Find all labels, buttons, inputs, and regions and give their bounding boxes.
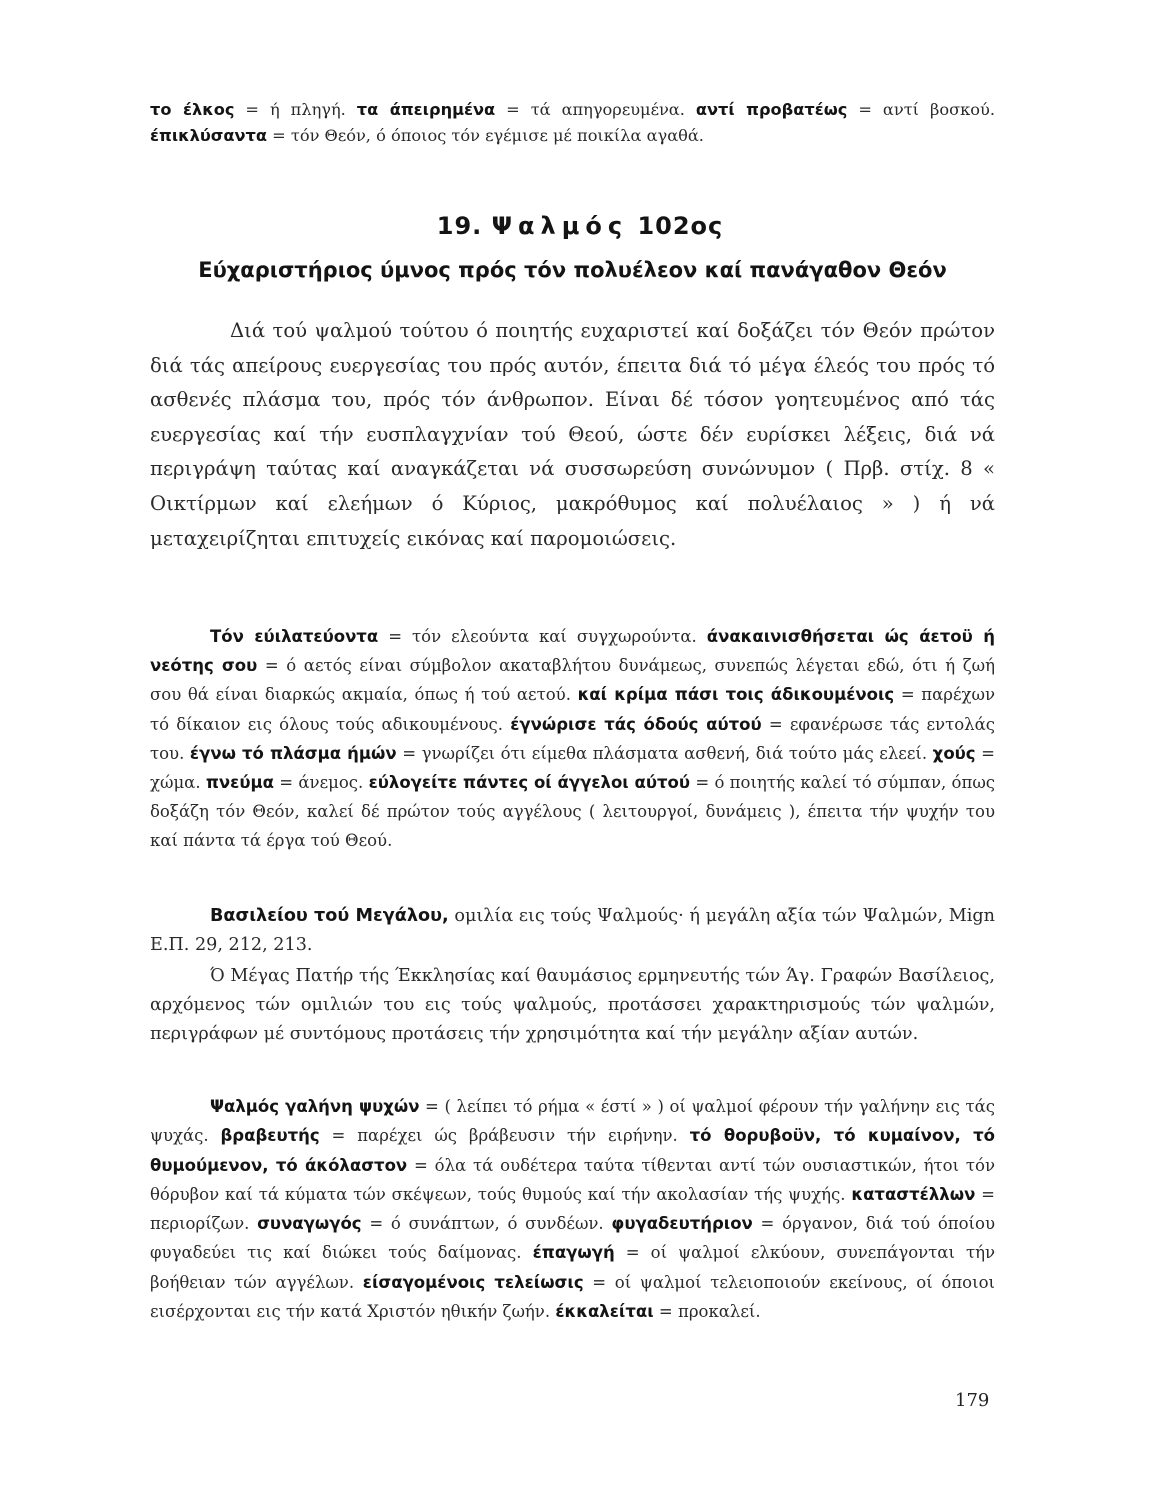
note-term: άνακαινισθήσεται ώς άετοϋ ή νεότης σου	[150, 627, 996, 676]
note-definition: = άνεμος.	[273, 773, 369, 793]
note-term: χούς	[932, 743, 976, 763]
note-term: έγνω τό πλάσμα ήμών	[189, 743, 397, 763]
section-subtitle: Εύχαριστήριος ύμνος πρός τόν πολυέλεον καί πανάγαθον Θεόν	[198, 258, 947, 282]
note-term: βραβευτής	[220, 1126, 320, 1146]
note-definition: = ό αετός είναι σύμβολον ακαταβλήτου δυνάμεως, συνεπώς λέγεται εδώ, ότι ή ζωή σου θά είναι διαρκώς ακμαία, όπως ή τού αετού.	[150, 656, 995, 705]
top-gloss-paragraph	[150, 97, 995, 149]
note-definition: = όλα τά ουδέτερα ταύτα τίθενται αντί τών ουσιαστικών, ήτοι τόν θόρυβον καί τά κύματα τών σκέψεων, τούς θυμούς καί τήν ακολασίαν τής ψυχής.	[150, 1155, 995, 1204]
note-term: πνεύμα	[205, 773, 274, 793]
note-term: εύλογείτε πάντες οί άγγελοι αύτού	[368, 773, 691, 793]
gloss-definition: = τόν Θεόν, ό όποιος τόν εγέμισε μέ ποικίλα αγαθά.	[267, 126, 704, 146]
reference-paragraph	[150, 902, 995, 960]
note-term: καταστέλλων	[851, 1184, 976, 1204]
note-term: τό θορυβοϋν, τό κυμαίνον, τό θυμούμενον, τό άκόλαστον	[150, 1126, 996, 1175]
notes-paragraph-2	[150, 1092, 995, 1326]
gloss-term: αντί προβατέως	[695, 100, 848, 119]
page-number: 179	[955, 1390, 990, 1411]
note-term: έγνώρισε τάς όδούς αύτού	[510, 714, 762, 734]
gloss-definition: = τά απηγορευμένα.	[495, 100, 696, 119]
note-term: Τόν εύιλατεύοντα	[210, 627, 379, 646]
note-definition: = γνωρίζει ότι είμεθα πλάσματα ασθενή, διά τούτο μάς ελεεί.	[396, 743, 933, 763]
reference-text: ομιλία εις τούς Ψαλμούς· ή μεγάλη αξία τών Ψαλμών, Mign Ε.Π. 29, 212, 213.	[150, 906, 995, 955]
note-term: καί κρίμα πάσι τοις άδικουμένοις	[577, 685, 895, 705]
gloss-term: έπικλύσαντα	[150, 126, 268, 146]
intro-block	[150, 314, 995, 556]
note-definition: = παρέχων τό δίκαιον εις όλους τούς αδικουμένους.	[150, 685, 995, 734]
note-term: έπαγωγή	[532, 1243, 615, 1263]
basil-block	[150, 962, 995, 1049]
note-definition: = τόν ελεούντα καί συγχωρούντα.	[378, 627, 707, 646]
section-number: 19.	[436, 212, 483, 240]
notes-block-1	[150, 622, 995, 856]
note-definition: = παρέχει ώς βράβευσιν τήν ειρήνην.	[319, 1126, 690, 1146]
basil-paragraph: Ό Μέγας Πατήρ τής Έκκλησίας καί θαυμάσιος ερμηνευτής τών Άγ. Γραφών Βασίλειος, αρχόμενος τών ομιλιών του εις τούς ψαλμούς, προτάσσει χαρακτηρισμούς τών ψαλμών, περιγράφων μέ συντόμους προτάσεις τήν χρησιμότητα καί τήν μεγάλην αξίαν αυτών.	[150, 966, 995, 1044]
top-gloss-block	[150, 97, 995, 149]
gloss-term: το έλκος	[150, 100, 235, 119]
gloss-term: τα άπειρημένα	[356, 100, 496, 119]
note-definition: = όργανον, διά τού όποίου φυγαδεύει τις καί διώκει τούς δαίμονας.	[150, 1214, 995, 1263]
note-definition: = εφανέρωσε τάς εντολάς του.	[150, 714, 995, 763]
note-term: συναγωγός	[257, 1214, 362, 1234]
note-definition: = ( λείπει τό ρήμα « έστί » ) οί ψαλμοί φέρουν τήν γαλήνην εις τάς ψυχάς.	[150, 1097, 995, 1146]
section-ordinal: 102ος	[637, 212, 724, 240]
reference-author: Βασιλείου τού Μεγάλου,	[210, 906, 449, 926]
note-definition: = προκαλεί.	[653, 1302, 761, 1322]
reference-block	[150, 902, 995, 960]
note-definition: = οί ψαλμοί ελκύουν, συνεπάγονται τήν βοήθειαν τών αγγέλων.	[150, 1243, 996, 1292]
note-term: Ψαλμός γαλήνη ψυχών	[210, 1097, 420, 1116]
note-definition: = ό συνάπτων, ό συνδέων.	[361, 1214, 612, 1234]
note-term: έκκαλείται	[555, 1302, 654, 1322]
note-definition: = οί ψαλμοί τελειοποιούν εκείνους, οί όποιοι εισέρχονται εις τήν κατά Χριστόν ηθικήν ζωήν.	[150, 1272, 995, 1322]
section-word: Ψαλμός	[491, 212, 629, 240]
note-definition: = χώμα.	[150, 743, 995, 793]
gloss-definition: = αντί βοσκού.	[847, 100, 996, 119]
note-term: είσαγομένοις τελείωσις	[362, 1272, 584, 1292]
gloss-definition: = ή πληγή.	[234, 100, 357, 119]
section-title	[0, 212, 1160, 240]
notes-paragraph-1	[150, 622, 995, 856]
note-definition: = ό ποιητής καλεί τό σύμπαν, όπως δοξάζη τόν Θεόν, καλεί δέ πρώτον τούς αγγέλους ( λειτουργοί, δυνάμεις ), έπειτα τήν ψυχήν του καί πάντα τά έργα τού Θεού.	[150, 773, 996, 851]
notes-block-2	[150, 1092, 995, 1326]
note-term: φυγαδευτήριον	[611, 1214, 753, 1234]
intro-paragraph: Διά τού ψαλμού τούτου ό ποιητής ευχαριστεί καί δοξάζει τόν Θεόν πρώτον διά τάς απείρους ευεργεσίας του πρός αυτόν, έπειτα διά τό μέγα έλεός του πρός τό ασθενές πλάσμα του, πρός τόν άνθρωπον. Είναι δέ τόσον γοητευμένος από τάς ευεργεσίας καί τήν ευσπλαγχνίαν τού Θεού, ώστε δέν ευρίσκει λέξεις, διά νά περιγράψη ταύτας καί αναγκάζεται νά συσσωρεύση συνώνυμον ( Πρβ. στίχ. 8 « Οικτίρμων καί ελεήμων ό Κύριος, μακρόθυμος καί πολυέλαιος » ) ή νά μεταχειρίζηται επιτυχείς εικόνας καί παρομοιώσεις.	[150, 319, 995, 550]
note-definition: = περιορίζων.	[150, 1184, 995, 1234]
